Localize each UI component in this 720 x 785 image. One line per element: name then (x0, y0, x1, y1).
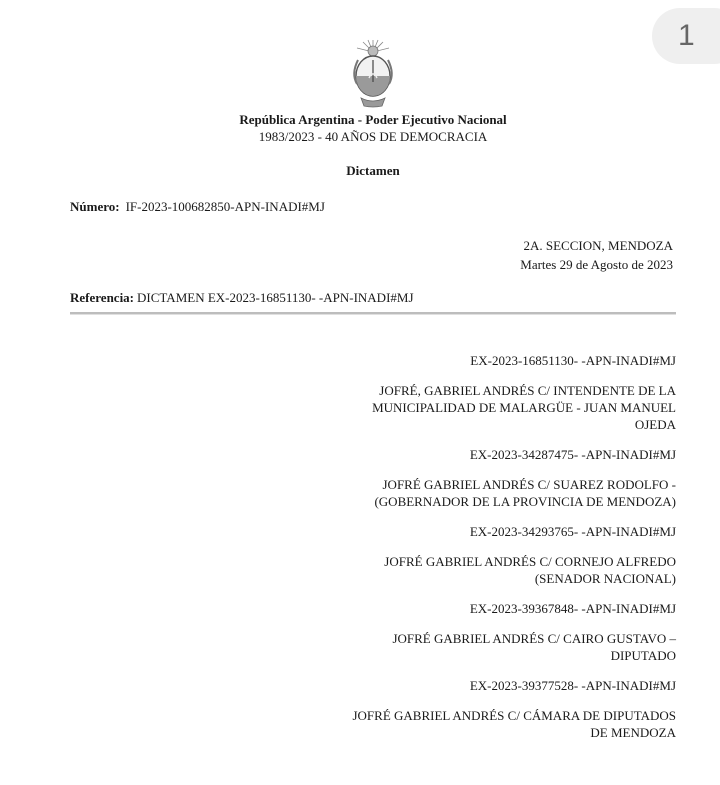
date: Martes 29 de Agosto de 2023 (520, 257, 673, 272)
case-title: JOFRÉ GABRIEL ANDRÉS C/ SUAREZ RODOLFO - (GOBERNADOR DE LA PROVINCIA DE MENDOZA) (374, 477, 676, 509)
location: 2A. SECCION, MENDOZA (523, 238, 673, 253)
place-date-block (520, 236, 673, 274)
coat-of-arms-seal (349, 38, 397, 110)
numero-row (70, 199, 325, 215)
case-title: JOFRÉ GABRIEL ANDRÉS C/ CÁMARA DE DIPUTADOS DE MENDOZA (352, 708, 676, 740)
case-title: JOFRÉ GABRIEL ANDRÉS C/ CAIRO GUSTAVO – DIPUTADO (392, 631, 676, 663)
header-subtitle: 1983/2023 - 40 AÑOS DE DEMOCRACIA (258, 129, 488, 144)
numero-label: Número: (70, 199, 120, 214)
document-type: Dictamen (346, 163, 400, 178)
numero-value: IF-2023-100682850-APN-INADI#MJ (125, 199, 325, 214)
referencia-label: Referencia: (70, 290, 135, 305)
referencia-value: DICTAMEN EX-2023-16851130- -APN-INADI#MJ (137, 290, 414, 305)
page-number-badge: 1 (652, 8, 720, 64)
case-id: EX-2023-34287475- -APN-INADI#MJ (469, 447, 676, 462)
divider (70, 312, 676, 315)
case-title: JOFRÉ GABRIEL ANDRÉS C/ CORNEJO ALFREDO (SENADOR NACIONAL) (384, 554, 676, 586)
case-list (336, 352, 676, 754)
case-id: EX-2023-34293765- -APN-INADI#MJ (469, 524, 676, 539)
case-title: JOFRÉ, GABRIEL ANDRÉS C/ INTENDENTE DE LA MUNICIPALIDAD DE MALARGÜE - JUAN MANUEL OJEDA (372, 383, 676, 432)
case-id: EX-2023-39367848- -APN-INADI#MJ (469, 601, 676, 616)
referencia-row (70, 290, 414, 306)
case-id: EX-2023-39377528- -APN-INADI#MJ (469, 678, 676, 693)
case-id: EX-2023-16851130- -APN-INADI#MJ (470, 353, 676, 368)
header-title: República Argentina - Poder Ejecutivo Nacional (239, 112, 507, 127)
